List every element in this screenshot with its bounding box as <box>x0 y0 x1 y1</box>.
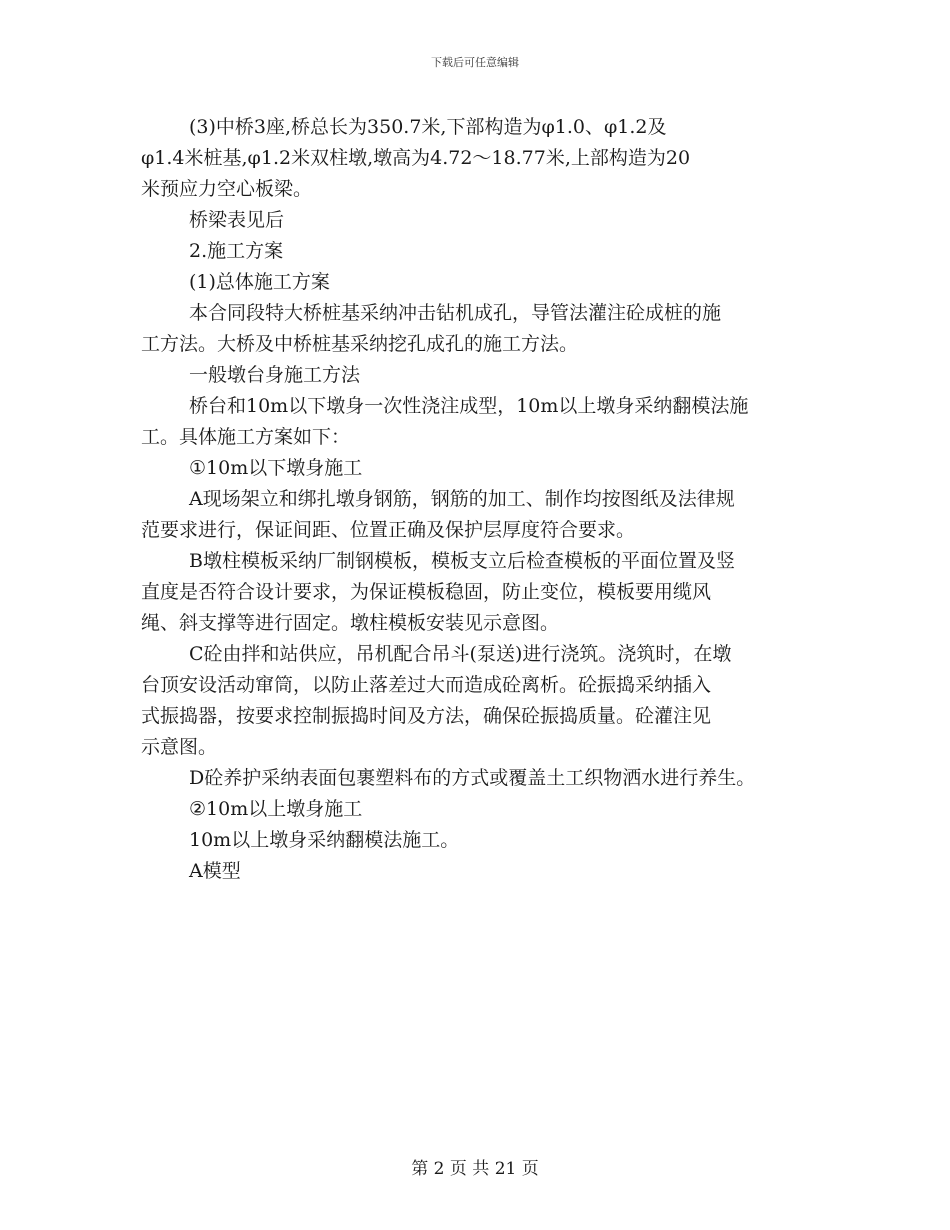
text-line: 工方法。大桥及中桥桩基采纳挖孔成孔的施工方法。 <box>141 333 579 355</box>
header-note: 下载后可任意编辑 <box>431 56 519 69</box>
subsection-heading: 一般墩台身施工方法 <box>189 364 361 386</box>
subsection-heading: (1)总体施工方案 <box>189 271 330 293</box>
page-number: 第 2 页 共 21 页 <box>411 1159 539 1179</box>
text-line: 示意图。 <box>141 736 218 758</box>
text-line: 范要求进行，保证间距、位置正确及保护层厚度符合要求。 <box>141 519 636 541</box>
text-line: 桥梁表见后 <box>189 209 285 231</box>
text-line: A模型 <box>189 860 241 882</box>
text-line: φ1.4米桩基,φ1.2米双柱墩,墩高为4.72～18.77米,上部构造为20 <box>141 147 691 169</box>
section-heading: 2.施工方案 <box>189 240 284 262</box>
text-line: D砼养护采纳表面包裹塑料布的方式或覆盖土工织物洒水进行养生。 <box>189 767 756 789</box>
text-line: 绳、斜支撑等进行固定。墩柱模板安装见示意图。 <box>141 612 560 634</box>
text-line: A现场架立和绑扎墩身钢筋，钢筋的加工、制作均按图纸及法律规 <box>189 488 735 510</box>
text-line: 桥台和10m以下墩身一次性浇注成型，10m以上墩身采纳翻模法施 <box>189 395 749 417</box>
text-line: 工。具体施工方案如下： <box>141 426 351 448</box>
text-line: 直度是否符合设计要求，为保证模板稳固，防止变位，模板要用缆风 <box>141 581 712 603</box>
text-line: 米预应力空心板梁。 <box>141 178 313 200</box>
text-line: 台顶安设活动窜筒，以防止落差过大而造成砼离析。砼振捣采纳插入 <box>141 674 712 696</box>
text-line: (3)中桥3座,桥总长为350.7米,下部构造为φ1.0、φ1.2及 <box>189 116 667 138</box>
text-line: C砼由拌和站供应，吊机配合吊斗(泵送)进行浇筑。浇筑时，在墩 <box>189 643 732 665</box>
body-text <box>141 112 831 887</box>
text-line: 式振捣器，按要求控制振捣时间及方法，确保砼振捣质量。砼灌注见 <box>141 705 712 727</box>
text-line: 本合同段特大桥桩基采纳冲击钻机成孔，导管法灌注砼成桩的施 <box>189 302 722 324</box>
subsection-heading: ①10m以下墩身施工 <box>189 457 363 479</box>
subsection-heading: ②10m以上墩身施工 <box>189 798 363 820</box>
text-line: 10m以上墩身采纳翻模法施工。 <box>189 829 460 851</box>
text-line: B墩柱模板采纳厂制钢模板，模板支立后检查模板的平面位置及竖 <box>189 550 735 572</box>
